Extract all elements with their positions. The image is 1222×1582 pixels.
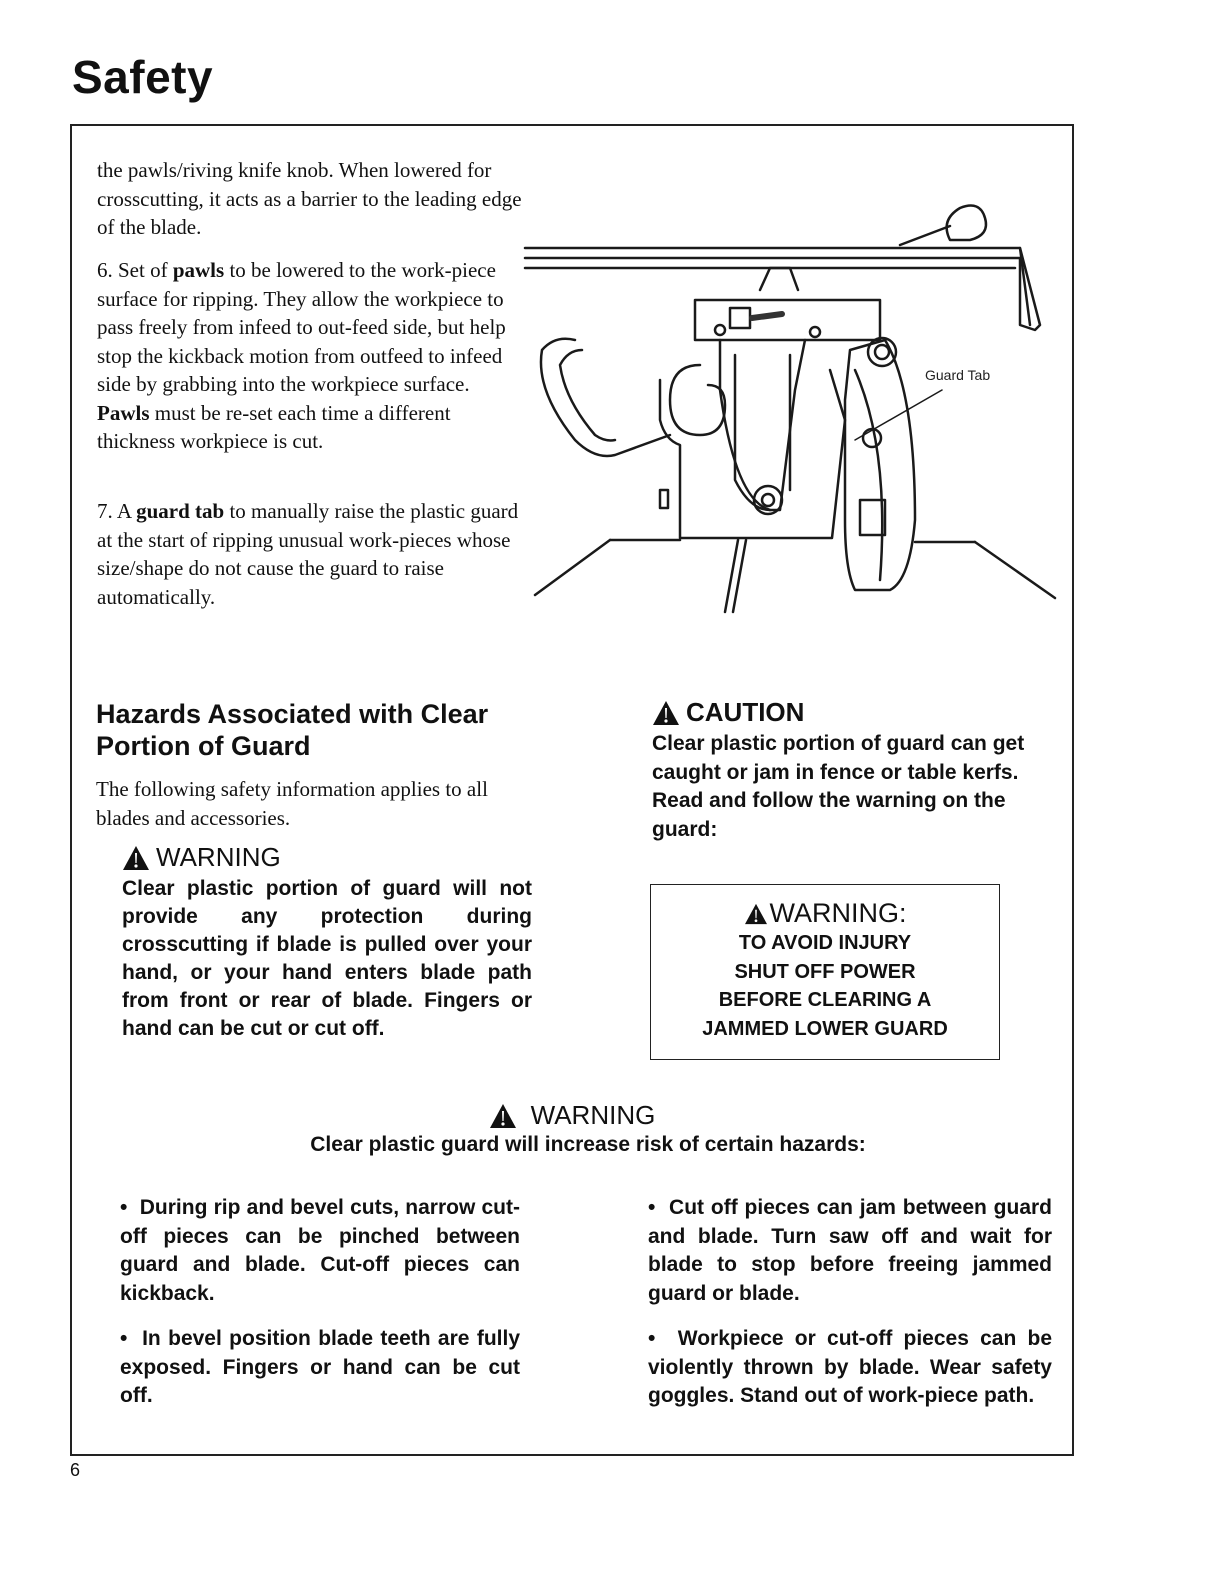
bullet-dot: •: [648, 1196, 656, 1219]
bullet-text: Workpiece or cut-off pieces can be violently thrown by blade. Wear safety goggles. Stand out of work-piece path.: [648, 1327, 1053, 1407]
hazard-warning-heading: [0, 1100, 1144, 1131]
guard-warning-line: JAMMED LOWER GUARD: [702, 1017, 948, 1040]
caution-body: Clear plastic portion of guard can get caught or jam in fence or table kerfs. Read and follow the warning on the guard:: [652, 732, 1025, 841]
hazard-bullet: [120, 1325, 520, 1411]
item-pawls: [97, 256, 527, 456]
hazards-intro: The following safety information applies to all blades and accessories.: [96, 777, 488, 830]
item-term: guard tab: [136, 499, 225, 523]
saw-guard-illustration: [520, 190, 1060, 630]
hazard-bullet: [120, 1194, 520, 1308]
guard-warning-line: TO AVOID INJURY: [738, 932, 912, 954]
bullet-dot: •: [120, 1196, 128, 1219]
hazards-heading: Hazards Associated with Clear Portion of Guard: [96, 699, 489, 761]
warning-title: WARNING: [156, 842, 281, 872]
warning-heading: [122, 842, 281, 873]
item-text: must be re-set each time a different thickness workpiece is cut.: [97, 400, 451, 453]
item-text: 6. Set of: [97, 258, 173, 282]
item-guard-tab: [97, 497, 527, 611]
warning-triangle-icon: [652, 700, 680, 726]
bullet-text: In bevel position blade teeth are fully exposed. Fingers or hand can be cut off.: [120, 1327, 520, 1407]
guard-warning-label: [650, 884, 1000, 1060]
hazard-warning-subtitle: Clear plastic guard will increase risk of certain hazards:: [310, 1133, 866, 1156]
item-text: to manually raise the plastic guard at the start of ripping unusual work-pieces whose size/shape do not cause the guard to raise automatically.: [97, 499, 519, 609]
page-number: 6: [70, 1460, 81, 1480]
warning-triangle-icon: [744, 903, 768, 925]
bullet-dot: •: [648, 1327, 656, 1350]
guard-warning-line: BEFORE CLEARING A: [718, 989, 932, 1011]
warning-triangle-icon: [489, 1103, 517, 1129]
hazard-warning-title: WARNING: [530, 1100, 656, 1130]
guard-warning-heading: [651, 898, 999, 929]
warning-body: Clear plastic portion of guard will not provide any protection during crosscutting if blade is pulled over your hand, or your hand enters blade path from front or rear of blade. Fingers or hand can be cut or cut off.: [122, 877, 532, 1040]
item-term: Pawls: [97, 400, 150, 425]
guard-tab-label: Guard Tab: [925, 367, 991, 383]
caution-heading: [652, 697, 804, 728]
guard-warning-line: SHUT OFF POWER: [734, 960, 916, 983]
hazard-bullet: [648, 1325, 1052, 1411]
intro-paragraph: the pawls/riving knife knob. When lowered for crosscutting, it acts as a barrier to the leading edge of the blade.: [97, 158, 522, 239]
guard-warning-title: WARNING:: [769, 898, 907, 928]
item-term: pawls: [172, 258, 225, 282]
caution-title: CAUTION: [686, 697, 805, 727]
bullet-text: Cut off pieces can jam between guard and blade. Turn saw off and wait for blade to stop before freeing jammed guard or blade.: [648, 1196, 1052, 1305]
bullet-text: During rip and bevel cuts, narrow cut-off pieces can be pinched between guard and blade. Cut-off pieces can kickback.: [120, 1196, 520, 1305]
bullet-dot: •: [120, 1327, 128, 1350]
item-text: to be lowered to the work-piece surface for ripping. They allow the workpiece to pass freely from infeed to out-feed side, but help stop the kickback motion from outfeed to infeed side by grabbing into the workpiece surface.: [97, 258, 506, 396]
warning-triangle-icon: [122, 845, 150, 871]
item-text: 7. A: [97, 499, 137, 523]
page-title: Safety: [72, 51, 214, 103]
hazard-bullet: [648, 1194, 1052, 1308]
